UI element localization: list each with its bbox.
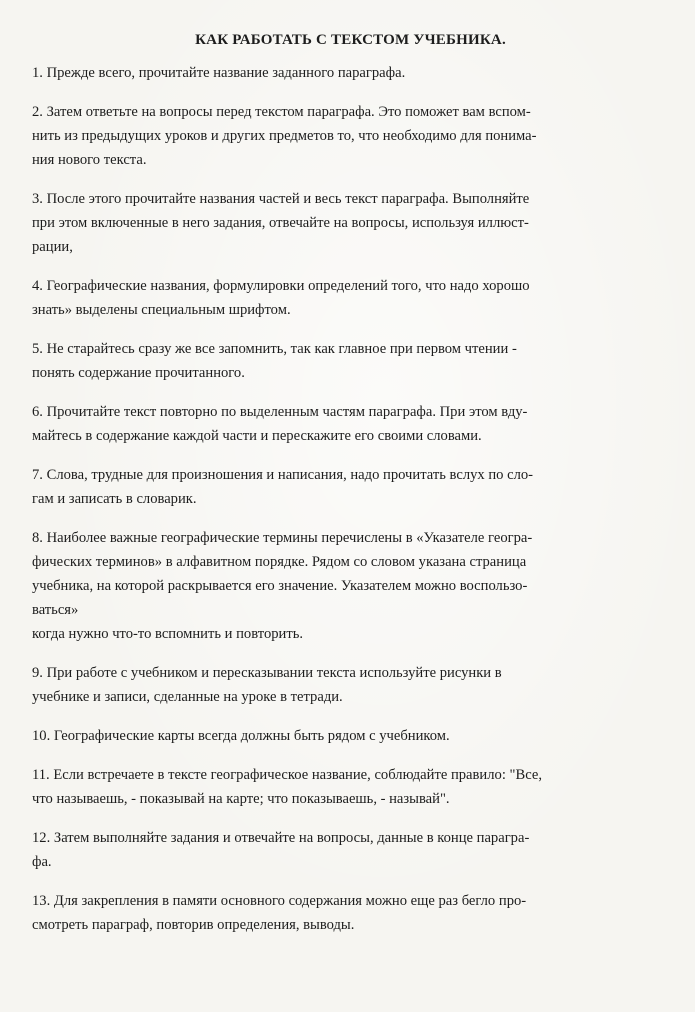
item-line: ния нового текста.: [32, 152, 147, 168]
document-title: КАК РАБОТАТЬ С ТЕКСТОМ УЧЕБНИКА.: [195, 32, 506, 48]
list-item: [32, 889, 669, 937]
item-line: рации,: [32, 239, 73, 255]
item-line: ваться»: [32, 602, 79, 618]
item-line: знать» выделены специальным шрифтом.: [32, 302, 291, 318]
list-item: [32, 826, 669, 874]
item-line: фа.: [32, 854, 52, 870]
list-item: [32, 724, 669, 748]
item-line: 4. Географические названия, формулировки определений того, что надо хорошо: [32, 278, 530, 294]
item-line: майтесь в содержание каждой части и перескажите его своими словами.: [32, 428, 482, 444]
item-continuation: когда нужно что-то вспомнить и повторить.: [32, 626, 304, 642]
item-line: смотреть параграф, повторив определения, выводы.: [32, 917, 355, 933]
list-item: [32, 661, 669, 709]
item-line: 10. Географические карты всегда должны быть рядом с учебником.: [32, 728, 450, 744]
item-line: 1. Прежде всего, прочитайте название заданного параграфа.: [32, 65, 406, 81]
item-line: 11. Если встречаете в тексте географическое название, соблюдайте правило: "Все,: [32, 767, 542, 783]
instruction-list: [32, 61, 669, 937]
item-line: 12. Затем выполняйте задания и отвечайте на вопросы, данные в конце парагра-: [32, 830, 530, 846]
item-line: при этом включенные в него задания, отвечайте на вопросы, используя иллюст-: [32, 215, 529, 231]
item-line: 2. Затем ответьте на вопросы перед текстом параграфа. Это поможет вам вспом-: [32, 104, 531, 120]
list-item: [32, 526, 669, 646]
item-line: что называешь, - показывай на карте; что показываешь, - называй".: [32, 791, 450, 807]
list-item: [32, 187, 669, 259]
item-line: учебнике и записи, сделанные на уроке в тетради.: [32, 689, 343, 705]
list-item: [32, 100, 669, 172]
item-line: 7. Слова, трудные для произношения и написания, надо прочитать вслух по сло-: [32, 467, 534, 483]
list-item: [32, 400, 669, 448]
list-item: [32, 763, 669, 811]
item-line: 3. После этого прочитайте названия частей и весь текст параграфа. Выполняйте: [32, 191, 530, 207]
item-line: нить из предыдущих уроков и других предметов то, что необходимо для понима-: [32, 128, 537, 144]
item-line: 13. Для закрепления в памяти основного содержания можно еще раз бегло про-: [32, 893, 527, 909]
item-line: 5. Не старайтесь сразу же все запомнить, так как главное при первом чтении -: [32, 341, 517, 357]
item-line: 6. Прочитайте текст повторно по выделенным частям параграфа. При этом вду-: [32, 404, 528, 420]
item-line: гам и записать в словарик.: [32, 491, 197, 507]
list-item: [32, 274, 669, 322]
list-item: [32, 61, 669, 85]
item-line: фических терминов» в алфавитном порядке. Рядом со словом указана страница: [32, 554, 527, 570]
item-line: 8. Наиболее важные географические термины перечислены в «Указателе геогра-: [32, 530, 533, 546]
list-item: [32, 337, 669, 385]
item-line: учебника, на которой раскрывается его значение. Указателем можно воспользо-: [32, 578, 528, 594]
list-item: [32, 463, 669, 511]
item-line: 9. При работе с учебником и пересказывании текста используйте рисунки в: [32, 665, 502, 681]
item-line: понять содержание прочитанного.: [32, 365, 245, 381]
